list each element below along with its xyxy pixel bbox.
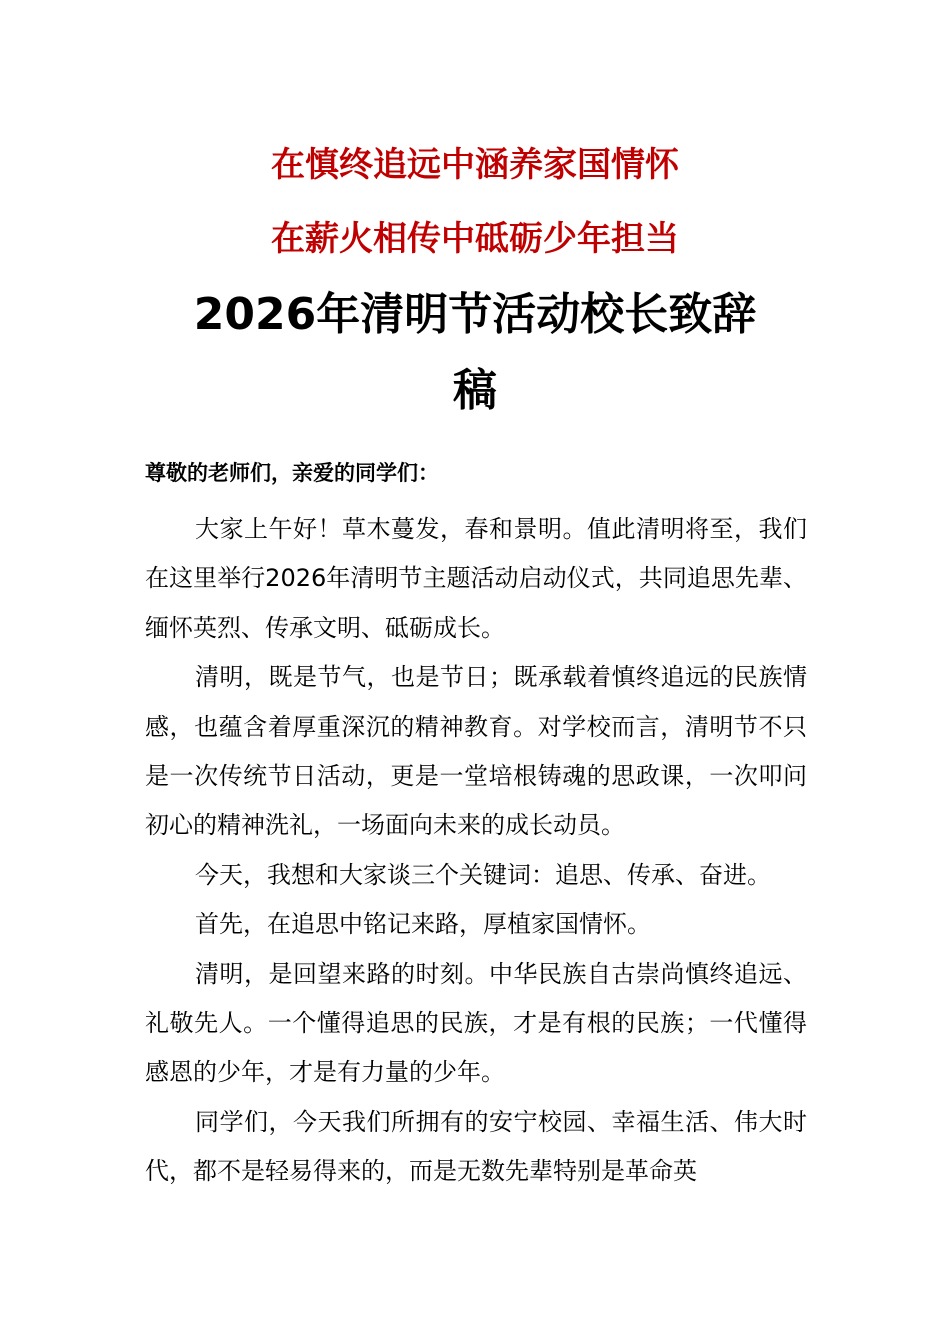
paragraph: 同学们，今天我们所拥有的安宁校园、幸福生活、伟大时代，都不是轻易得来的，而是无数先辈特别是革命英: [145, 1107, 807, 1186]
subtitle-line-2: 在薪火相传中砥砺少年担当: [271, 219, 679, 259]
paragraph: 清明，既是节气，也是节日；既承载着慎终追远的民族情感，也蕴含着厚重深沉的精神教育。对学校而言，清明节不只是一次传统节日活动，更是一堂培根铸魂的思政课，一次叩问初心的精神洗礼，一场面向未来的成长动员。: [145, 663, 807, 840]
subtitle-line-1: 在慎终追远中涵养家国情怀: [271, 145, 679, 185]
main-title-line-1: 2026年清明节活动校长致辞: [193, 289, 757, 340]
paragraph: 首先，在追思中铭记来路，厚植家国情怀。: [195, 910, 651, 939]
salutation: 尊敬的老师们，亲爱的同学们：: [145, 461, 439, 485]
paragraph: 清明，是回望来路的时刻。中华民族自古崇尚慎终追远、礼敬先人。一个懂得追思的民族，才是有根的民族；一代懂得感恩的少年，才是有力量的少年。: [145, 959, 807, 1087]
paragraph: 今天，我想和大家谈三个关键词：追思、传承、奋进。: [195, 860, 771, 889]
body-text: [145, 505, 807, 1197]
main-title-line-2: 稿: [453, 365, 497, 416]
paragraph: 大家上午好！草木蔓发，春和景明。值此清明将至，我们在这里举行2026年清明节主题活动启动仪式，共同追思先辈、缅怀英烈、传承文明、砥砺成长。: [145, 515, 807, 642]
